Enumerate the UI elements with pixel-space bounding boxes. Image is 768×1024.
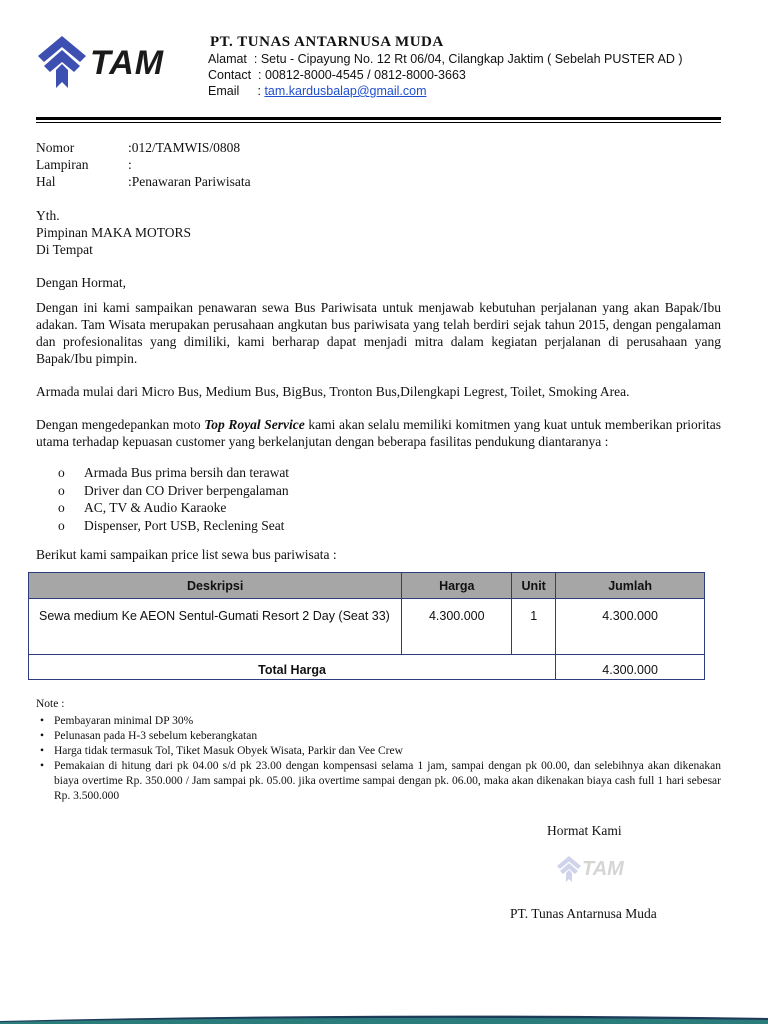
service-text-after: kami akan selalu memiliki komitmen yang kuat untuk memberikan prioritas utama terhadap kepuasan customer yang berkelanjutan dengan beberapa fasilitas pendukung diantaranya : — [36, 417, 722, 449]
list-item: o Dispenser, Port USB, Reclening Seat — [58, 517, 285, 533]
table-total-row — [29, 655, 705, 680]
stamp-wordmark: TAM — [582, 858, 624, 880]
header-divider-thin — [36, 122, 721, 123]
intro-paragraph: Dengan ini kami sampaikan penawaran sewa Bus Pariwisata untuk menjawab kebutuhan perjalanan yang akan Bapak/Ibu adakan. Tam Wisata merupakan perusahaan angkutan bus pariwisata yang telah berdiri sejak tahun 2015, dengan pengalaman dan profesionalitas yang dimiliki, kami berharap dapat menjadi mitra dalam kegiatan perjalanan di perusahaan yang Bapak/Ibu pimpin. — [36, 300, 721, 366]
notes-title: Note : — [36, 698, 65, 710]
lampiran-value: : — [128, 157, 132, 172]
service-paragraph — [36, 416, 721, 450]
list-item: • Pembayaran minimal DP 30% — [40, 715, 194, 727]
recipient-yth: Yth. — [36, 208, 60, 223]
nomor-label: Nomor — [36, 140, 75, 155]
list-item: o Driver dan CO Driver berpengalaman — [58, 482, 289, 498]
list-item: o AC, TV & Audio Karaoke — [58, 500, 227, 515]
cell-jumlah: 4.300.000 — [556, 599, 705, 655]
email-link[interactable]: tam.kardusbalap@gmail.com — [264, 84, 427, 98]
nomor-row — [36, 140, 240, 156]
logo-wordmark: TAM — [90, 44, 165, 82]
hal-value: :Penawaran Pariwisata — [128, 174, 251, 189]
recipient-place: Di Tempat — [36, 242, 93, 257]
nomor-value: :012/TAMWIS/0808 — [128, 140, 241, 155]
lampiran-row — [36, 157, 132, 173]
tam-logo-icon — [36, 34, 88, 90]
list-item: o Armada Bus prima bersih dan terawat — [58, 465, 290, 480]
contact-value: 00812-8000-4545 / 0812-8000-3663 — [265, 68, 466, 82]
service-motto: Top Royal Service — [204, 417, 305, 432]
tam-stamp-icon — [556, 852, 582, 886]
list-item: • Harga tidak termasuk Tol, Tiket Masuk Obyek Wisata, Parkir dan Vee Crew — [40, 745, 403, 757]
email-label: Email — [208, 84, 240, 98]
list-item: • Pemakaian di hitung dari pk 04.00 s/d pk 23.00 dengan kompensasi selama 1 jam, sampai dengan pk 00.00, dan selebihnya akan dikenakan biaya overtime Rp. 350.000 / Jam sampai pk. 05.00. jika overtime sampai dengan pk. 06.00, maka akan dikenakan biaya cash full 1 hari sebesar Rp. 3.500.000 — [40, 760, 721, 802]
address-value: Setu - Cipayung No. 12 Rt 06/04, Cilangkap Jaktim ( Sebelah PUSTER AD ) — [260, 52, 683, 66]
address-line: Alamat : Setu - Cipayung No. 12 Rt 06/04, Cilangkap Jaktim ( Sebelah PUSTER AD ) — [208, 52, 683, 66]
recipient-name: Pimpinan MAKA MOTORS — [36, 225, 192, 240]
total-label: Total Harga — [29, 655, 556, 680]
hal-row — [36, 174, 251, 190]
contact-label: Contact — [208, 68, 252, 82]
price-intro: Berikut kami sampaikan price list sewa bus pariwisata : — [36, 547, 337, 562]
email-line: Email : tam.kardusbalap@gmail.com — [208, 84, 427, 98]
header-jumlah: Jumlah — [556, 573, 705, 599]
cell-unit: 1 — [512, 599, 556, 655]
header-unit: Unit — [512, 573, 556, 599]
list-item: • Pelunasan pada H-3 sebelum keberangkatan — [40, 730, 258, 742]
header-deskripsi: Deskripsi — [29, 573, 402, 599]
signature-stamp — [556, 852, 624, 891]
lampiran-label: Lampiran — [36, 157, 89, 172]
address-label: Alamat — [208, 52, 247, 66]
contact-line: Contact : 00812-8000-4545 / 0812-8000-3663 — [208, 68, 466, 82]
closing: Hormat Kami — [547, 823, 622, 838]
cell-deskripsi: Sewa medium Ke AEON Sentul-Gumati Resort 2 Day (Seat 33) — [29, 599, 402, 655]
header-divider-thick — [36, 117, 721, 120]
table-header-row — [29, 573, 705, 599]
price-table — [28, 572, 705, 680]
company-name: PT. TUNAS ANTARNUSA MUDA — [210, 34, 444, 50]
signer-company: PT. Tunas Antarnusa Muda — [510, 906, 657, 921]
notes-section — [36, 697, 721, 804]
facility-list — [58, 464, 289, 534]
fleet-paragraph: Armada mulai dari Micro Bus, Medium Bus, BigBus, Tronton Bus,Dilengkapi Legrest, Toilet, Smoking Area. — [36, 384, 630, 399]
table-row — [29, 599, 705, 655]
hal-label: Hal — [36, 174, 56, 189]
service-text-before: Dengan mengedepankan moto — [36, 417, 205, 432]
total-value: 4.300.000 — [556, 655, 705, 680]
greeting: Dengan Hormat, — [36, 275, 126, 290]
footer-decoration — [0, 1014, 768, 1024]
header-harga: Harga — [402, 573, 512, 599]
cell-harga: 4.300.000 — [402, 599, 512, 655]
company-logo — [36, 34, 186, 94]
